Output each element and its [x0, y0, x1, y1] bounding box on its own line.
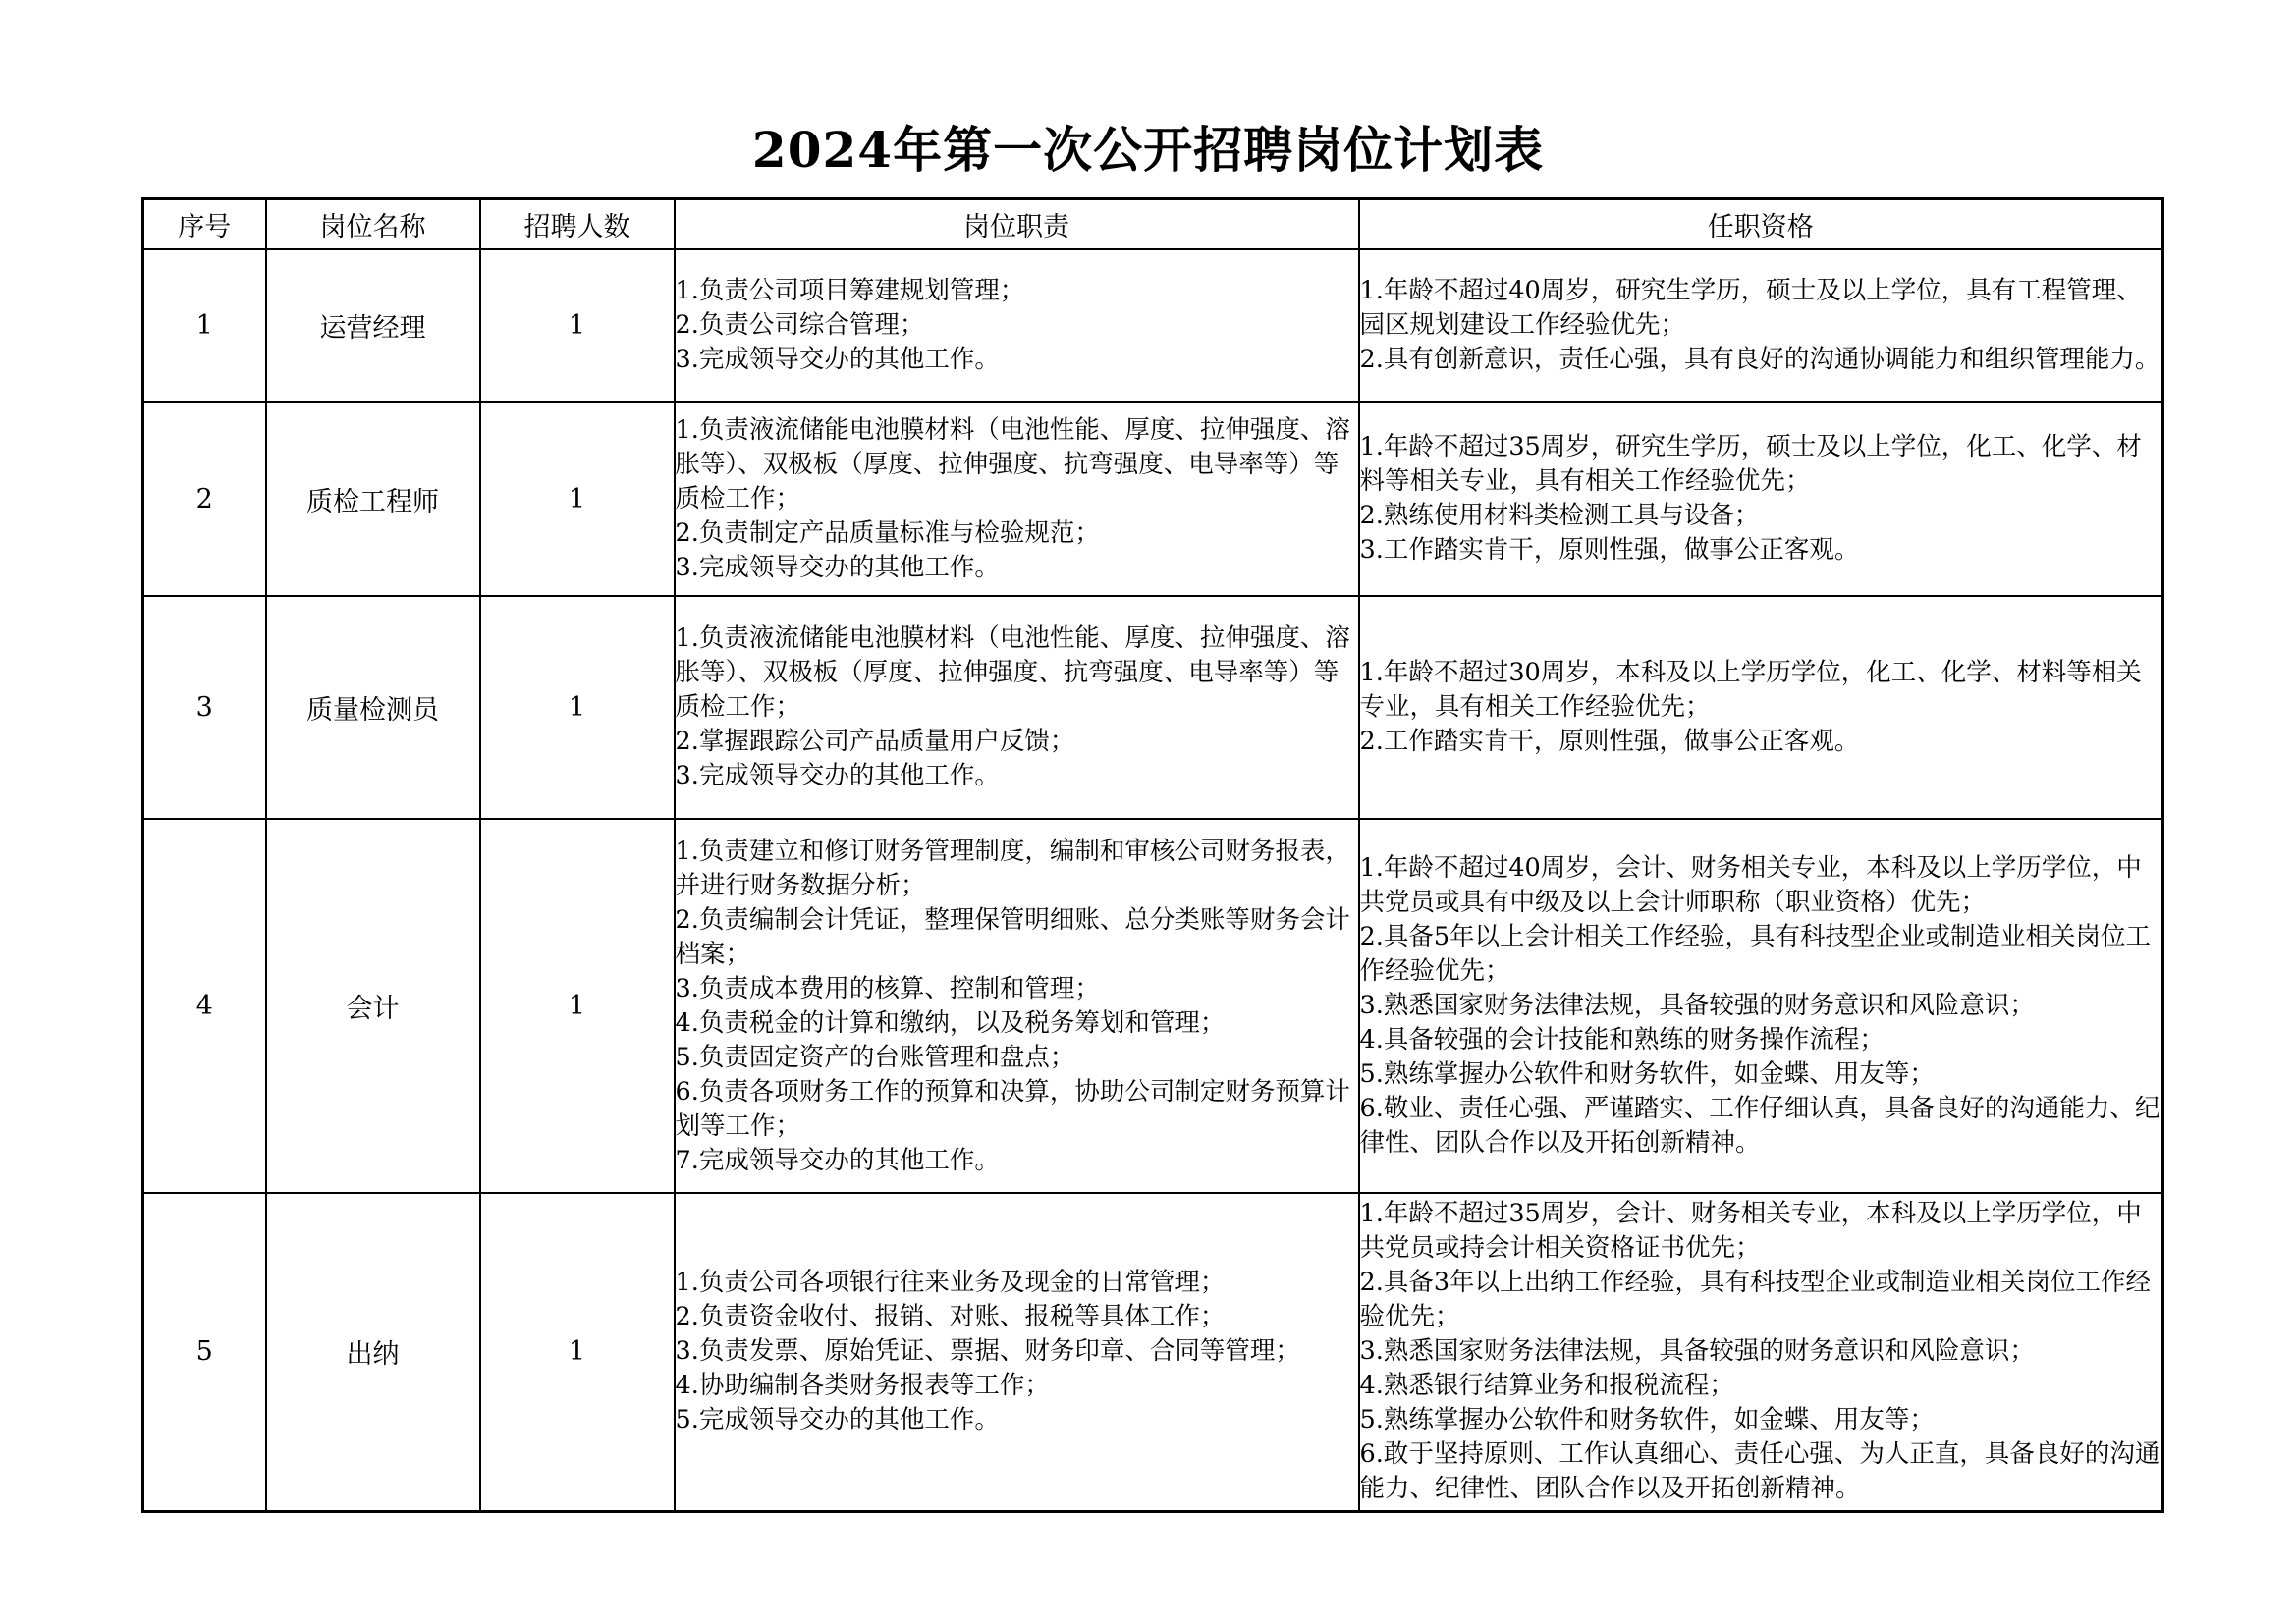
- table-row: [143, 596, 2163, 819]
- header-position: 岗位名称: [266, 199, 480, 250]
- requirement-item: 2.具备5年以上会计相关工作经验，具有科技型企业或制造业相关岗位工作经验优先；: [1359, 922, 2152, 986]
- row-duties-cell: [675, 819, 1359, 1193]
- row-requirements-cell: [1359, 402, 2163, 596]
- row-index-cell: 5: [143, 1193, 266, 1511]
- duty-item: 1.负责公司各项银行往来业务及现金的日常管理；: [675, 1268, 1226, 1298]
- duty-item: 4.负责税金的计算和缴纳，以及税务筹划和管理；: [675, 1007, 1226, 1038]
- duty-item: 3.完成领导交办的其他工作。: [675, 552, 1000, 582]
- row-position-cell: 质检工程师: [266, 402, 480, 596]
- duty-item: 5.完成领导交办的其他工作。: [675, 1405, 1000, 1435]
- table-row: [143, 1193, 2163, 1511]
- table-row: [143, 249, 2163, 402]
- duty-item: 5.负责固定资产的台账管理和盘点；: [675, 1042, 1075, 1072]
- recruitment-plan-table: [141, 197, 2164, 1513]
- requirement-item: 4.熟悉银行结算业务和报税流程；: [1359, 1371, 1734, 1401]
- requirement-item: 3.工作踏实肯干，原则性强，做事公正客观。: [1359, 535, 1860, 565]
- row-duties-cell: [675, 402, 1359, 596]
- header-count: 招聘人数: [480, 199, 675, 250]
- requirement-item: 1.年龄不超过40周岁，会计、财务相关专业，本科及以上学历学位，中共党员或具有中级及以上会计师职称（职业资格）优先；: [1359, 853, 2142, 917]
- row-duties-cell: [675, 1193, 1359, 1511]
- table-row: [143, 402, 2163, 596]
- row-count-cell: 1: [480, 596, 675, 819]
- row-requirements-cell: [1359, 819, 2163, 1193]
- table-row: [143, 819, 2163, 1193]
- requirement-item: 3.熟悉国家财务法律法规，具备较强的财务意识和风险意识；: [1359, 1336, 2035, 1367]
- row-index-cell: 2: [143, 402, 266, 596]
- row-duties-cell: [675, 249, 1359, 402]
- row-requirements-cell: [1359, 249, 2163, 402]
- row-position-cell: 出纳: [266, 1193, 480, 1511]
- row-index-cell: 3: [143, 596, 266, 819]
- duty-item: 2.掌握跟踪公司产品质量用户反馈；: [675, 727, 1075, 756]
- row-count-cell: 1: [480, 819, 675, 1193]
- row-count-cell: 1: [480, 1193, 675, 1511]
- duty-item: 7.完成领导交办的其他工作。: [675, 1145, 1000, 1175]
- duty-item: 3.负责成本费用的核算、控制和管理；: [675, 973, 1100, 1003]
- requirement-item: 1.年龄不超过35周岁，研究生学历，硕士及以上学位，化工、化学、材料等相关专业，具有相关工作经验优先；: [1359, 432, 2142, 496]
- row-position-cell: 质量检测员: [266, 596, 480, 819]
- table-header-row: [143, 199, 2163, 250]
- duty-item: 1.负责建立和修订财务管理制度，编制和审核公司财务报表，并进行财务数据分析；: [675, 836, 1350, 900]
- page-title: 2024年第一次公开招聘岗位计划表: [751, 121, 1545, 179]
- requirement-item: 2.工作踏实肯干，原则性强，做事公正客观。: [1359, 727, 1860, 756]
- row-index-cell: 4: [143, 819, 266, 1193]
- duty-item: 1.负责公司项目筹建规划管理；: [675, 276, 1025, 305]
- duty-item: 3.负责发票、原始凭证、票据、财务印章、合同等管理；: [675, 1336, 1300, 1367]
- row-requirements-cell: [1359, 596, 2163, 819]
- row-count-cell: 1: [480, 402, 675, 596]
- requirement-item: 6.敬业、责任心强、严谨踏实、工作仔细认真，具备良好的沟通能力、纪律性、团队合作以及开拓创新精神。: [1359, 1094, 2160, 1158]
- duty-item: 4.协助编制各类财务报表等工作；: [675, 1371, 1050, 1401]
- duty-item: 3.完成领导交办的其他工作。: [675, 761, 1000, 790]
- duty-item: 2.负责公司综合管理；: [675, 310, 925, 340]
- header-duties: 岗位职责: [675, 199, 1359, 250]
- header-requirements: 任职资格: [1359, 199, 2163, 250]
- requirement-item: 1.年龄不超过35周岁，会计、财务相关专业，本科及以上学历学位，中共党员或持会计相关资格证书优先；: [1359, 1199, 2142, 1264]
- duty-item: 6.负责各项财务工作的预算和决算，协助公司制定财务预算计划等工作；: [675, 1076, 1350, 1141]
- duty-item: 2.负责编制会计凭证，整理保管明细账、总分类账等财务会计档案；: [675, 904, 1350, 969]
- requirement-item: 6.敢于坚持原则、工作认真细心、责任心强、为人正直，具备良好的沟通能力、纪律性、团队合作以及开拓创新精神。: [1359, 1439, 2160, 1504]
- row-count-cell: 1: [480, 249, 675, 402]
- duty-item: 2.负责资金收付、报销、对账、报税等具体工作；: [675, 1302, 1226, 1332]
- requirement-item: 1.年龄不超过40周岁，研究生学历，硕士及以上学位，具有工程管理、园区规划建设工作经验优先；: [1359, 276, 2142, 340]
- row-duties-cell: [675, 596, 1359, 819]
- row-position-cell: 会计: [266, 819, 480, 1193]
- duty-item: 2.负责制定产品质量标准与检验规范；: [675, 517, 1100, 548]
- table-body: [143, 249, 2163, 1511]
- row-position-cell: 运营经理: [266, 249, 480, 402]
- requirement-item: 3.熟悉国家财务法律法规，具备较强的财务意识和风险意识；: [1359, 991, 2035, 1020]
- duty-item: 1.负责液流储能电池膜材料（电池性能、厚度、拉伸强度、溶胀等）、双极板（厚度、拉伸强度、抗弯强度、电导率等）等质检工作；: [675, 414, 1350, 514]
- requirement-item: 2.具备3年以上出纳工作经验，具有科技型企业或制造业相关岗位工作经验优先；: [1359, 1268, 2152, 1332]
- duty-item: 1.负责液流储能电池膜材料（电池性能、厚度、拉伸强度、溶胀等）、双极板（厚度、拉伸强度、抗弯强度、电导率等）等质检工作；: [675, 623, 1350, 722]
- duty-item: 3.完成领导交办的其他工作。: [675, 345, 1000, 374]
- requirement-item: 5.熟练掌握办公软件和财务软件，如金蝶、用友等；: [1359, 1405, 1935, 1435]
- requirement-item: 4.具备较强的会计技能和熟练的财务操作流程；: [1359, 1025, 1885, 1055]
- requirement-item: 5.熟练掌握办公软件和财务软件，如金蝶、用友等；: [1359, 1059, 1935, 1089]
- requirement-item: 2.具有创新意识，责任心强，具有良好的沟通协调能力和组织管理能力。: [1359, 345, 2160, 374]
- requirement-item: 1.年龄不超过30周岁，本科及以上学历学位，化工、化学、材料等相关专业，具有相关工作经验优先；: [1359, 658, 2142, 722]
- requirement-item: 2.熟练使用材料类检测工具与设备；: [1359, 501, 1760, 530]
- header-index: 序号: [143, 199, 266, 250]
- row-requirements-cell: [1359, 1193, 2163, 1511]
- row-index-cell: 1: [143, 249, 266, 402]
